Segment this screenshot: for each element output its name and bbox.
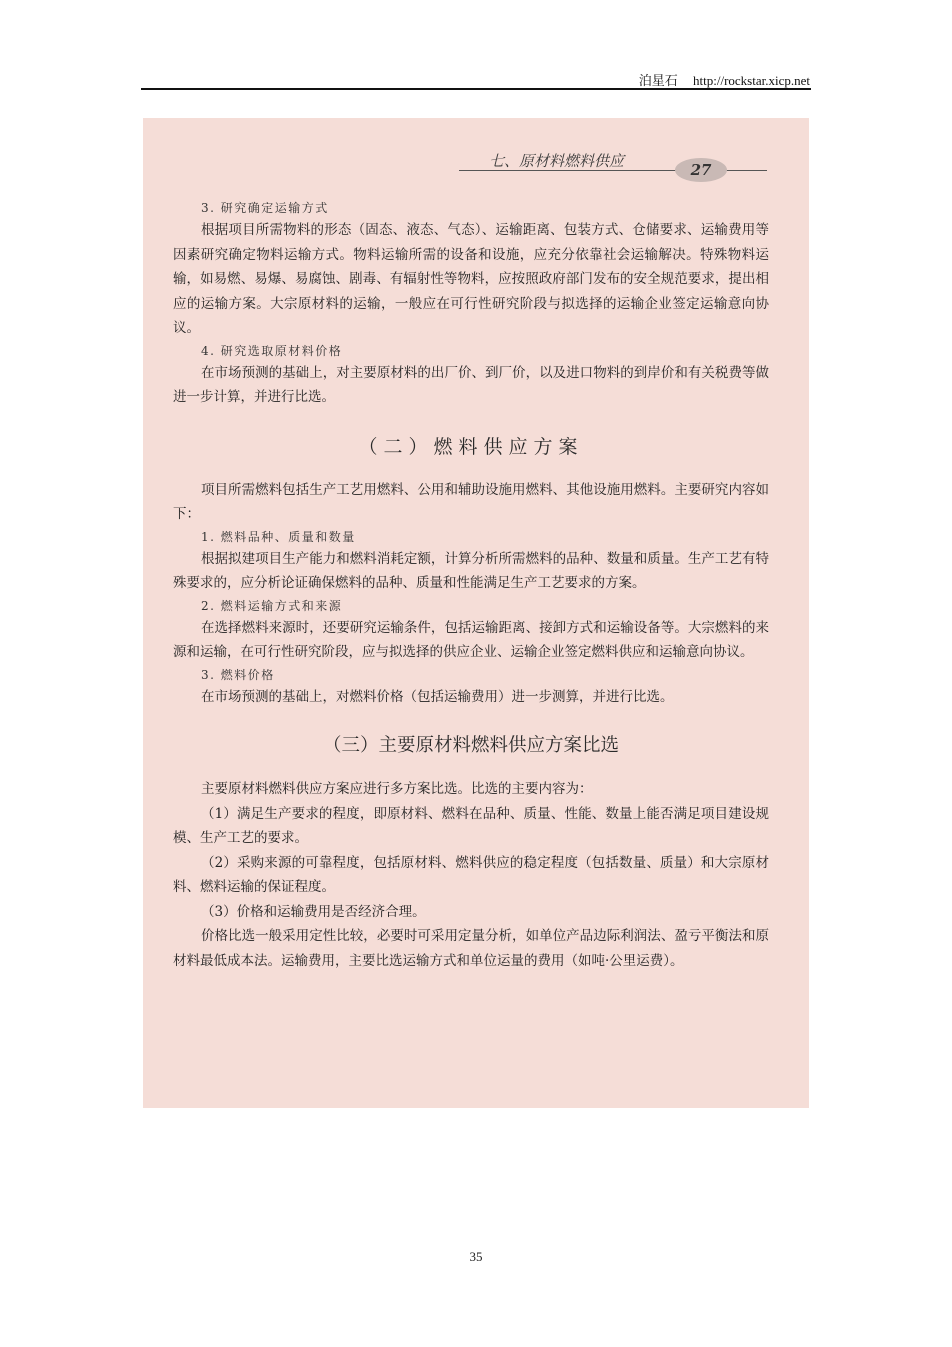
site-name: 泊星石 [638, 73, 678, 88]
header-rule [141, 88, 811, 90]
site-url: http://rockstar.xicp.net [693, 73, 810, 88]
paragraph: 价格比选一般采用定性比较，必要时可采用定量分析，如单位产品边际利润法、盈亏平衡法和原材料最低成本法。运输费用，主要比选运输方式和单位运量的费用（如吨·公里运费）。 [173, 928, 769, 969]
paragraph: （1）满足生产要求的程度，即原材料、燃料在品种、质量、性能、数量上能否满足项目建设规模、生产工艺的要求。 [173, 805, 769, 846]
paragraph: 根据拟建项目生产能力和燃料消耗定额，计算分析所需燃料的品种、数量和质量。生产工艺有特殊要求的，应分析论证确保燃料的品种、质量和性能满足生产工艺要求的方案。 [173, 550, 769, 591]
subheading: 3. 燃料价格 [201, 667, 275, 682]
scanned-book-page [143, 118, 809, 1108]
section-heading: （二）燃料供应方案 [358, 435, 584, 458]
subheading: 1. 燃料品种、质量和数量 [201, 529, 356, 544]
paragraph: 主要原材料燃料供应方案应进行多方案比选。比选的主要内容为： [201, 781, 593, 797]
paragraph: 在市场预测的基础上，对燃料价格（包括运输费用）进一步测算，并进行比选。 [201, 688, 674, 705]
running-title: 七、原材料燃料供应 [489, 152, 625, 170]
page-number: 35 [469, 1249, 483, 1264]
book-running-header [459, 146, 767, 180]
book-page-number: 27 [690, 161, 712, 179]
subheading: 3. 研究确定运输方式 [201, 201, 329, 215]
subheading: 2. 燃料运输方式和来源 [201, 598, 343, 613]
page-header [639, 70, 810, 89]
book-page-badge [675, 158, 727, 182]
section-heading: （三）主要原材料燃料供应方案比选 [322, 735, 619, 756]
paragraph: 项目所需燃料包括生产工艺用燃料、公用和辅助设施用燃料、其他设施用燃料。主要研究内容如下： [173, 481, 769, 522]
paragraph: （2）采购来源的可靠程度，包括原材料、燃料供应的稳定程度（包括数量、质量）和大宗原材料、燃料运输的保证程度。 [173, 854, 769, 895]
paragraph: （3）价格和运输费用是否经济合理。 [201, 903, 426, 920]
paragraph: 在市场预测的基础上，对主要原材料的出厂价、到厂价，以及进口物料的到岸价和有关税费等做进一步计算，并进行比选。 [173, 364, 769, 405]
subheading: 4. 研究选取原材料价格 [201, 343, 343, 358]
book-body [173, 198, 769, 973]
paragraph: 根据项目所需物料的形态（固态、液态、气态）、运输距离、包装方式、仓储要求、运输费用等因素研究确定物料运输方式。物料运输所需的设备和设施，应充分依靠社会运输解决。特殊物料运输，如易燃、易爆、易腐蚀、剧毒、有辐射性等物料，应按照政府部门发布的安全规范要求，提出相应的运输方案。大宗原材料的运输，一般应在可行性研究阶段与拟选择的运输企业签定运输意向协议。 [173, 222, 769, 336]
paragraph: 在选择燃料来源时，还要研究运输条件，包括运输距离、接卸方式和运输设备等。大宗燃料的来源和运输，在可行性研究阶段，应与拟选择的供应企业、运输企业签定燃料供应和运输意向协议。 [173, 619, 769, 660]
